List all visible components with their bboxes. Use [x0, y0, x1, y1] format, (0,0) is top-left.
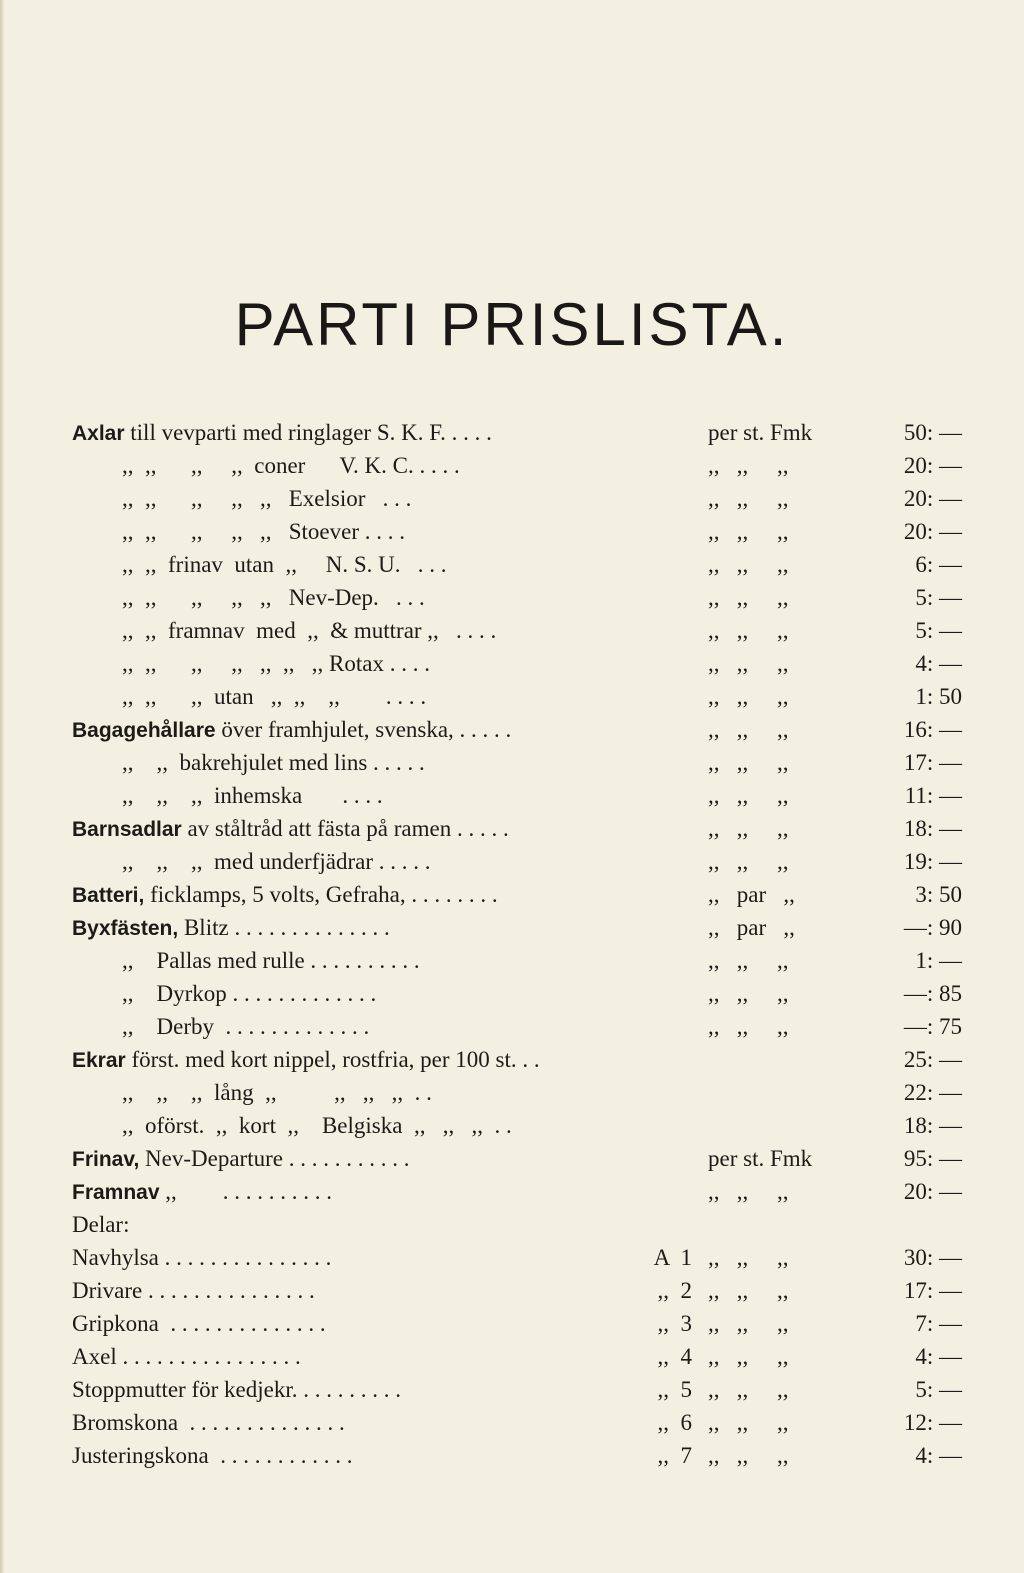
item-description — [122, 944, 420, 977]
item-description — [72, 416, 492, 450]
price-row — [72, 1142, 962, 1175]
item-description — [72, 1175, 332, 1209]
price-unit: ,, ,, ,, — [708, 651, 789, 676]
item-text: Blitz . . . . . . . . . . . . . . — [178, 915, 390, 940]
item-text: ,, ,, bakrehjulet med lins . . . . . — [122, 750, 425, 775]
price-unit: ,, ,, ,, — [708, 1311, 789, 1336]
item-description — [122, 746, 425, 779]
item-description — [72, 1142, 409, 1176]
price-value: 18: — — [903, 1113, 962, 1138]
price-value: 17: — — [903, 1278, 962, 1303]
item-text: Stoppmutter för kedjekr. . . . . . . . . . — [72, 1377, 401, 1402]
price-row — [72, 713, 962, 746]
item-category: Axlar — [72, 422, 125, 445]
price-row — [72, 944, 962, 977]
price-unit: ,, ,, ,, — [708, 618, 789, 643]
price-row — [72, 482, 962, 515]
price-value: 1: 50 — [915, 684, 962, 709]
page-title: PARTI PRISLISTA. — [234, 291, 790, 358]
item-text: först. med kort nippel, rostfria, per 100 st. . . — [125, 1047, 540, 1072]
price-value: 25: — — [903, 1047, 962, 1072]
price-unit: ,, ,, ,, — [708, 783, 789, 808]
price-unit: ,, ,, ,, — [708, 453, 789, 478]
price-value: 4: — — [915, 1344, 962, 1369]
price-unit: ,, ,, ,, — [708, 1245, 789, 1270]
item-text: ,, ,, ,, ,, ,, Nev-Dep. . . . — [122, 585, 425, 610]
item-description — [122, 1010, 369, 1043]
item-category: Batteri, — [72, 884, 145, 907]
item-text: ,, ,, ,, ,, coner V. K. C. . . . . — [122, 453, 460, 478]
price-value: 20: — — [903, 519, 962, 544]
price-unit: ,, ,, ,, — [708, 1179, 789, 1204]
price-unit: ,, ,, ,, — [708, 1410, 789, 1435]
price-value: 5: — — [915, 618, 962, 643]
price-row — [72, 1307, 962, 1340]
item-description — [122, 977, 376, 1010]
price-unit: ,, ,, ,, — [708, 717, 789, 742]
price-value: 20: — — [903, 453, 962, 478]
price-value: 5: — — [915, 585, 962, 610]
price-row — [72, 614, 962, 647]
part-reference: ,, 4 — [657, 1344, 692, 1369]
price-row — [72, 812, 962, 845]
price-unit: ,, ,, ,, — [708, 750, 789, 775]
price-unit: ,, ,, ,, — [708, 519, 789, 544]
item-text: till vevparti med ringlager S. K. F. . . . . — [124, 420, 492, 445]
part-reference: A 1 — [653, 1245, 692, 1270]
item-description — [122, 647, 430, 680]
price-row — [72, 1076, 962, 1109]
item-text: ,, Derby . . . . . . . . . . . . . — [122, 1014, 370, 1039]
price-value: 19: — — [903, 849, 962, 874]
item-text: ficklamps, 5 volts, Gefraha, . . . . . . . . — [144, 882, 498, 907]
price-value: 5: — — [915, 1377, 962, 1402]
item-description — [72, 1373, 401, 1406]
price-value: 16: — — [903, 717, 962, 742]
price-unit: ,, ,, ,, — [708, 1278, 789, 1303]
price-unit: ,, ,, ,, — [708, 684, 789, 709]
item-category: Ekrar — [72, 1049, 126, 1072]
item-description — [72, 1274, 315, 1307]
price-value: 4: — — [915, 651, 962, 676]
item-description — [122, 548, 447, 581]
item-description — [122, 449, 460, 482]
item-text: ,, Dyrkop . . . . . . . . . . . . . — [122, 981, 377, 1006]
price-value: —: 90 — [903, 915, 962, 940]
part-reference: ,, 6 — [657, 1410, 692, 1435]
item-text: Drivare . . . . . . . . . . . . . . . — [72, 1278, 315, 1303]
item-category: Barnsadlar — [72, 818, 182, 841]
item-text: ,, ,, ,, ,, ,, Stoever . . . . — [122, 519, 406, 544]
price-value: 3: 50 — [915, 882, 962, 907]
price-value: —: 75 — [903, 1014, 962, 1039]
item-description — [72, 1406, 345, 1439]
price-value: 50: — — [903, 420, 962, 445]
item-description — [72, 1208, 129, 1241]
price-row — [72, 416, 962, 449]
item-text: Justeringskona . . . . . . . . . . . . — [72, 1443, 353, 1468]
part-reference: ,, 7 — [657, 1443, 692, 1468]
item-text: ,, ,, ,, ,, ,, Exelsior . . . — [122, 486, 412, 511]
price-value: 30: — — [903, 1245, 962, 1270]
price-unit: ,, ,, ,, — [708, 552, 789, 577]
price-row — [72, 680, 962, 713]
price-row — [72, 1406, 962, 1439]
item-description — [72, 1340, 301, 1373]
price-list — [72, 416, 962, 1472]
item-category: Frinav, — [72, 1148, 140, 1171]
item-text: ,, oförst. ,, kort ,, Belgiska ,, ,, ,, . . — [122, 1113, 512, 1138]
price-row — [72, 779, 962, 812]
item-description — [122, 680, 426, 713]
price-row — [72, 845, 962, 878]
item-text: ,, Pallas med rulle . . . . . . . . . . — [122, 948, 420, 973]
price-unit: ,, ,, ,, — [708, 1443, 789, 1468]
price-row — [72, 581, 962, 614]
item-text: Delar: — [72, 1212, 130, 1237]
item-text: ,, ,, frinav utan ,, N. S. U. . . . — [122, 552, 447, 577]
item-description — [122, 482, 411, 515]
item-category: Bagagehållare — [72, 719, 216, 742]
item-text: ,, ,, framnav med ,, & muttrar ,, . . . . — [122, 618, 497, 643]
item-text: Nev-Departure . . . . . . . . . . . — [139, 1146, 410, 1171]
price-value: 1: — — [915, 948, 962, 973]
price-unit: ,, par ,, — [708, 882, 795, 907]
item-text: av ståltråd att fästa på ramen . . . . . — [181, 816, 509, 841]
price-value: 18: — — [903, 816, 962, 841]
item-description — [122, 515, 405, 548]
item-text: Gripkona . . . . . . . . . . . . . . — [72, 1311, 326, 1336]
item-text: över framhjulet, svenska, . . . . . — [215, 717, 512, 742]
price-row — [72, 1241, 962, 1274]
price-row — [72, 911, 962, 944]
item-description — [72, 1043, 540, 1077]
item-description — [72, 1307, 326, 1340]
price-unit: ,, ,, ,, — [708, 1344, 789, 1369]
price-value: 17: — — [903, 750, 962, 775]
page-edge — [0, 0, 4, 1573]
price-row — [72, 1208, 962, 1241]
item-description — [72, 1241, 331, 1274]
price-value: 20: — — [903, 1179, 962, 1204]
item-category: Framnav — [72, 1181, 160, 1204]
price-row — [72, 548, 962, 581]
price-unit: ,, ,, ,, — [708, 1377, 789, 1402]
part-reference: ,, 5 — [657, 1377, 692, 1402]
price-value: 22: — — [903, 1080, 962, 1105]
item-text: Bromskona . . . . . . . . . . . . . . — [72, 1410, 345, 1435]
price-unit: ,, ,, ,, — [708, 981, 789, 1006]
price-unit: ,, ,, ,, — [708, 849, 789, 874]
price-unit: ,, ,, ,, — [708, 948, 789, 973]
item-description — [72, 878, 498, 912]
item-description — [72, 812, 509, 846]
item-description — [122, 1076, 432, 1109]
price-row — [72, 1010, 962, 1043]
item-description — [122, 845, 431, 878]
price-row — [72, 647, 962, 680]
price-row — [72, 1274, 962, 1307]
price-row — [72, 515, 962, 548]
part-reference: ,, 3 — [657, 1311, 692, 1336]
price-value: —: 85 — [903, 981, 962, 1006]
item-description — [72, 713, 511, 747]
item-text: Navhylsa . . . . . . . . . . . . . . . — [72, 1245, 332, 1270]
item-text: ,, ,, ,, ,, ,, ,, ,, Rotax . . . . — [122, 651, 430, 676]
item-category: Byxfästen, — [72, 917, 179, 940]
price-unit: per st. Fmk — [708, 420, 813, 445]
item-text: ,, ,, ,, utan ,, ,, ,, . . . . — [122, 684, 427, 709]
item-text: ,, . . . . . . . . . . — [159, 1179, 333, 1204]
price-unit: ,, par ,, — [708, 915, 795, 940]
price-value: 4: — — [915, 1443, 962, 1468]
price-row — [72, 1175, 962, 1208]
price-row — [72, 1340, 962, 1373]
price-row — [72, 1439, 962, 1472]
price-row — [72, 977, 962, 1010]
price-unit: ,, ,, ,, — [708, 816, 789, 841]
item-description — [122, 614, 496, 647]
price-value: 12: — — [903, 1410, 962, 1435]
item-description — [72, 1439, 352, 1472]
item-description — [122, 1109, 512, 1142]
item-text: Axel . . . . . . . . . . . . . . . . — [72, 1344, 301, 1369]
item-description — [122, 581, 425, 614]
price-value: 11: — — [904, 783, 962, 808]
item-text: ,, ,, ,, lång ,, ,, ,, ,, . . — [122, 1080, 432, 1105]
item-description — [122, 779, 383, 812]
price-unit: per st. Fmk — [708, 1146, 813, 1171]
item-text: ,, ,, ,, inhemska . . . . — [122, 783, 383, 808]
price-row — [72, 449, 962, 482]
part-reference: ,, 2 — [657, 1278, 692, 1303]
price-unit: ,, ,, ,, — [708, 585, 789, 610]
price-row — [72, 1373, 962, 1406]
price-row — [72, 746, 962, 779]
price-row — [72, 1043, 962, 1076]
price-row — [72, 1109, 962, 1142]
price-unit: ,, ,, ,, — [708, 486, 789, 511]
price-value: 20: — — [903, 486, 962, 511]
item-description — [72, 911, 390, 945]
price-value: 95: — — [903, 1146, 962, 1171]
item-text: ,, ,, ,, med underfjädrar . . . . . — [122, 849, 431, 874]
price-row — [72, 878, 962, 911]
price-value: 7: — — [915, 1311, 962, 1336]
price-unit: ,, ,, ,, — [708, 1014, 789, 1039]
price-value: 6: — — [915, 552, 962, 577]
